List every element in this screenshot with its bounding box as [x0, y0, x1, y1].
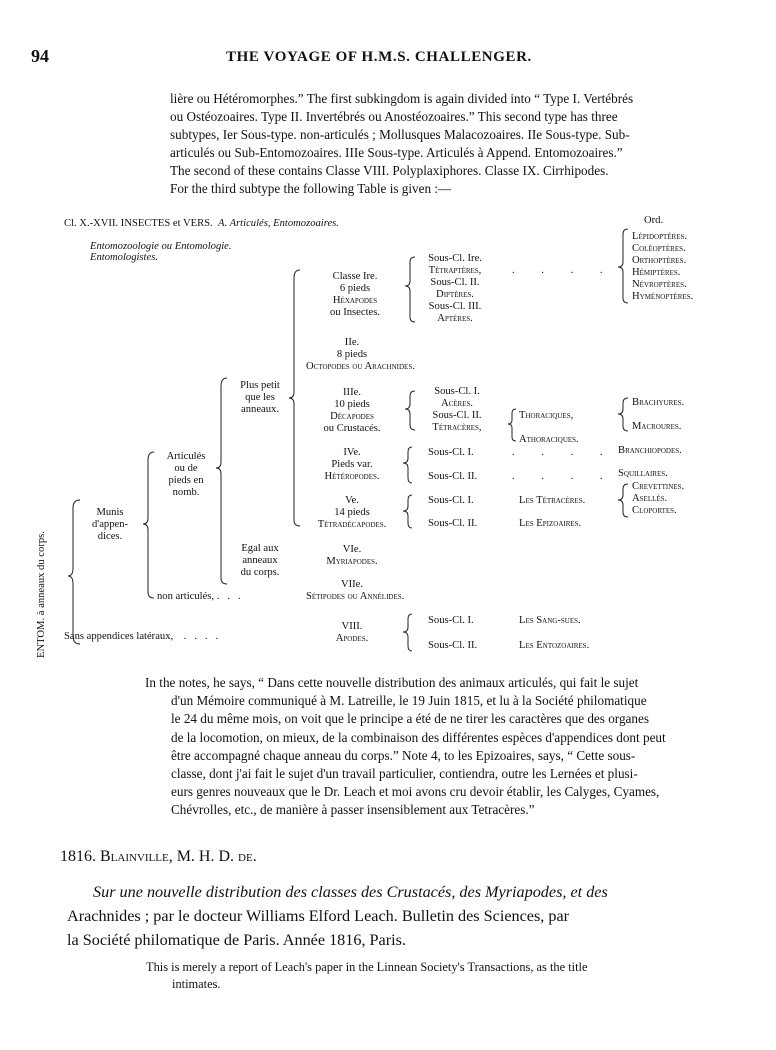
citation-line: Sur une nouvelle distribution des classes des Crustacés, des Myriapodes, et des [93, 883, 608, 901]
classe7-name: Sétipodes ou Annélides. [306, 591, 405, 602]
souscl-heteropodes: Sous-Cl. II. [428, 471, 478, 482]
order-insectes: Hémiptères. [632, 267, 681, 278]
les-entozoaires-label: Les Entozoaires. [519, 640, 590, 651]
classe2-line: 8 pieds [336, 349, 368, 360]
classe4-line: Pieds var. [331, 459, 373, 470]
classe5-line: Ve. [345, 495, 359, 506]
athoraciques-label: Athoraciques. [519, 434, 579, 445]
classe3-line: Décapodes [330, 411, 374, 422]
order-insectes: Coléoptères. [632, 243, 686, 254]
intro-line: articulés ou Sub-Entomozoaires. IIIe Sous-type. Articulés à Append. Entomozoaires.” [170, 145, 623, 160]
souscl-insectes: Tétraptères, [428, 265, 482, 276]
classe1-line: ou Insectes. [329, 307, 381, 318]
squillaires-label: Squillaires. [618, 468, 668, 479]
munis-line: Munis [96, 507, 124, 518]
les-epizoaires-label: Les Epizoaires. [519, 518, 582, 529]
classe1-line: 6 pieds [339, 283, 371, 294]
classe2-line: IIe. [344, 337, 360, 348]
order-tetradecapodes: Cloportes. [632, 505, 677, 516]
branchiopodes-label: Branchiopodes. [618, 445, 682, 456]
plus-petit-line: Plus petit [240, 380, 280, 391]
entomozoologie-label: Entomozoologie ou Entomologie. [90, 241, 232, 252]
citation-line: la Société philomatique de Paris. Année 1816, Paris. [67, 931, 406, 949]
intro-line: ou Ostéozoaires. Type II. Invertébrés ou Anostéozoaires.” This second type has three [170, 109, 618, 124]
les-tetraceres-label: Les Tétracères. [519, 495, 586, 506]
order-insectes: Lépidoptères. [632, 231, 688, 242]
souscl-apodes: Sous-Cl. II. [428, 640, 478, 651]
souscl-crustaces: Sous-Cl. II. [432, 410, 482, 421]
classe8-line: Apodes. [335, 633, 369, 644]
order-insectes: Orthoptères. [632, 255, 687, 266]
notes-paragraph [145, 674, 730, 820]
classe1-line: Héxapodes [332, 295, 378, 306]
running-head: THE VOYAGE OF H.M.S. CHALLENGER. [226, 49, 532, 65]
souscl-insectes: Aptères. [437, 313, 473, 324]
bracket-crustaces [405, 391, 415, 430]
remark-line: This is merely a report of Leach's paper in the Linnean Society's Transactions, as the title [146, 960, 588, 974]
entry-remark [146, 959, 736, 992]
plus-petit-line: que les [245, 392, 275, 403]
souscl-apodes: Sous-Cl. I. [428, 615, 474, 626]
classe3-line: 10 pieds [334, 399, 370, 410]
order-tetradecapodes: Asellés. [632, 493, 668, 504]
souscl-tetradecapodes: Sous-Cl. I. [428, 495, 474, 506]
souscl-crustaces: Acères. [440, 398, 474, 409]
order-insectes: Hyménoptères. [632, 291, 694, 302]
bracket-entom [68, 500, 80, 644]
notes-line: Chévrolles, etc., de manière à passer insensiblement aux Tetracères.” [171, 802, 535, 818]
leader-dots: . . . . [512, 265, 615, 276]
bracket-orders-insectes [618, 229, 628, 303]
munis-line: dices. [97, 531, 123, 542]
articules-line: pieds en [168, 475, 204, 486]
classe7-line: VIIe. [340, 579, 364, 590]
notes-line: être accompagné chaque anneau du corps.” Note 4, to les Epizoaires, says, “ Cette sous- [171, 747, 636, 763]
citation-line: Arachnides ; par le docteur Williams Elford Leach. Bulletin des Sciences, par [67, 907, 570, 925]
vertical-entom-label: ENTOM. à anneaux du corps. [36, 531, 47, 658]
classe6-line: VIe. [342, 544, 362, 555]
souscl-tetradecapodes: Sous-Cl. II. [428, 518, 478, 529]
leader-dots: . . . . [512, 447, 615, 458]
entry-citation [67, 880, 733, 952]
notes-line: de la locomotion, on mieux, de la combinaison des différentes espèces d'appendices dont peut [171, 729, 666, 745]
bracket-heteropodes [403, 447, 412, 483]
classe8-line: VIII. [341, 621, 363, 632]
classe5-line: 14 pieds [334, 507, 370, 518]
egal-aux-line: du corps. [240, 567, 280, 578]
egal-aux-line: Egal aux [241, 543, 279, 554]
munis-line: d'appen- [91, 519, 129, 530]
egal-aux-line: anneaux [242, 555, 278, 566]
classe3-line: ou Crustacés. [323, 423, 381, 434]
intro-line: For the third subtype the following Table is given :— [170, 181, 452, 196]
intro-line: subtypes, Ier Sous-type. non-articulés ; Mollusques Malacozoaires. IIe Sous-type. Sub- [170, 127, 630, 142]
classe1-line: Classe Ire. [332, 271, 378, 282]
intro-line: The second of these contains Classe VIII. Polyplaxiphores. Classe IX. Cirrhipodes. [170, 163, 609, 178]
bracket-orders-thoraciques [618, 398, 628, 431]
classe2-name: Octopodes ou Arachnides. [306, 361, 415, 372]
classe4-line: Hétéropodes. [324, 471, 380, 482]
souscl-insectes: Diptères. [436, 289, 474, 300]
classe5-line: Tétradécapodes. [317, 519, 387, 530]
bracket-insectes [405, 257, 415, 322]
order-thoraciques: Macroures. [632, 421, 682, 432]
bracket-tetradecapodes [403, 495, 412, 528]
intro-line: lière ou Hétéromorphes.” The first subkingdom is again divided into “ Type I. Vertébrés [170, 91, 634, 106]
remark-line: intimates. [172, 976, 221, 991]
ord-header: Ord. [644, 215, 664, 226]
sans-appendices-label: Sans appendices latéraux, . . . . [64, 631, 219, 642]
bracket-articules [216, 378, 227, 584]
souscl-insectes: Sous-Cl. III. [428, 301, 482, 312]
classe6-line: Myriapodes. [326, 556, 378, 567]
souscl-crustaces: Tétracères, [432, 422, 482, 433]
bracket-apodes [403, 614, 412, 651]
order-thoraciques: Brachyures. [632, 397, 685, 408]
classe4-line: IVe. [343, 447, 361, 458]
souscl-heteropodes: Sous-Cl. I. [428, 447, 474, 458]
bracket-munis [143, 452, 154, 598]
notes-line: le 24 du même mois, on voit que le principe a été de ne tirer les caractères que des organes [171, 711, 649, 727]
notes-line: classe, dont j'ai fait le sujet d'un travail particulier, contiendra, outre les Lernées et plusi- [171, 766, 638, 782]
bracket-orders-tetradecapodes [618, 484, 628, 517]
non-articules-label: non articulés, . . . [157, 591, 241, 602]
articules-line: ou de [174, 463, 198, 474]
page-number: 94 [31, 46, 49, 66]
order-tetradecapodes: Crevettines. [632, 481, 685, 492]
souscl-insectes: Sous-Cl. II. [430, 277, 480, 288]
notes-line: eurs genres nouveaux que le Dr. Leach et moi avons cru devoir établir, les Calyges, Cyames, [171, 784, 660, 800]
notes-line: In the notes, he says, “ Dans cette nouvelle distribution des animaux articulés, qui fait le sujet [145, 675, 639, 690]
intro-paragraph [170, 90, 730, 198]
notes-line: d'un Mémoire communiqué à M. Latreille, le 19 Juin 1815, et lu à la Société philomatique [171, 693, 647, 709]
bracket-thoraciques [508, 409, 516, 441]
articules-line: nomb. [172, 487, 200, 498]
les-sangsues-label: Les Sang-sues. [519, 615, 581, 626]
classe3-line: IIIe. [343, 387, 361, 398]
articules-line: Articulés [166, 451, 206, 462]
bracket-plus-petit [289, 270, 300, 526]
thoraciques-label: Thoraciques, [519, 410, 574, 421]
entomologistes-label: Entomologistes. [90, 252, 158, 263]
plus-petit-line: anneaux. [241, 404, 279, 415]
entry-heading: 1816. Blainville, M. H. D. de. [60, 848, 257, 865]
leader-dots: . . . . [512, 471, 615, 482]
table-title: Cl. X.-XVII. INSECTES et VERS. A. Articulés, Entomozoaires. [64, 218, 339, 229]
souscl-insectes: Sous-Cl. Ire. [428, 253, 482, 264]
order-insectes: Névroptères. [632, 279, 687, 290]
souscl-crustaces: Sous-Cl. I. [434, 386, 480, 397]
